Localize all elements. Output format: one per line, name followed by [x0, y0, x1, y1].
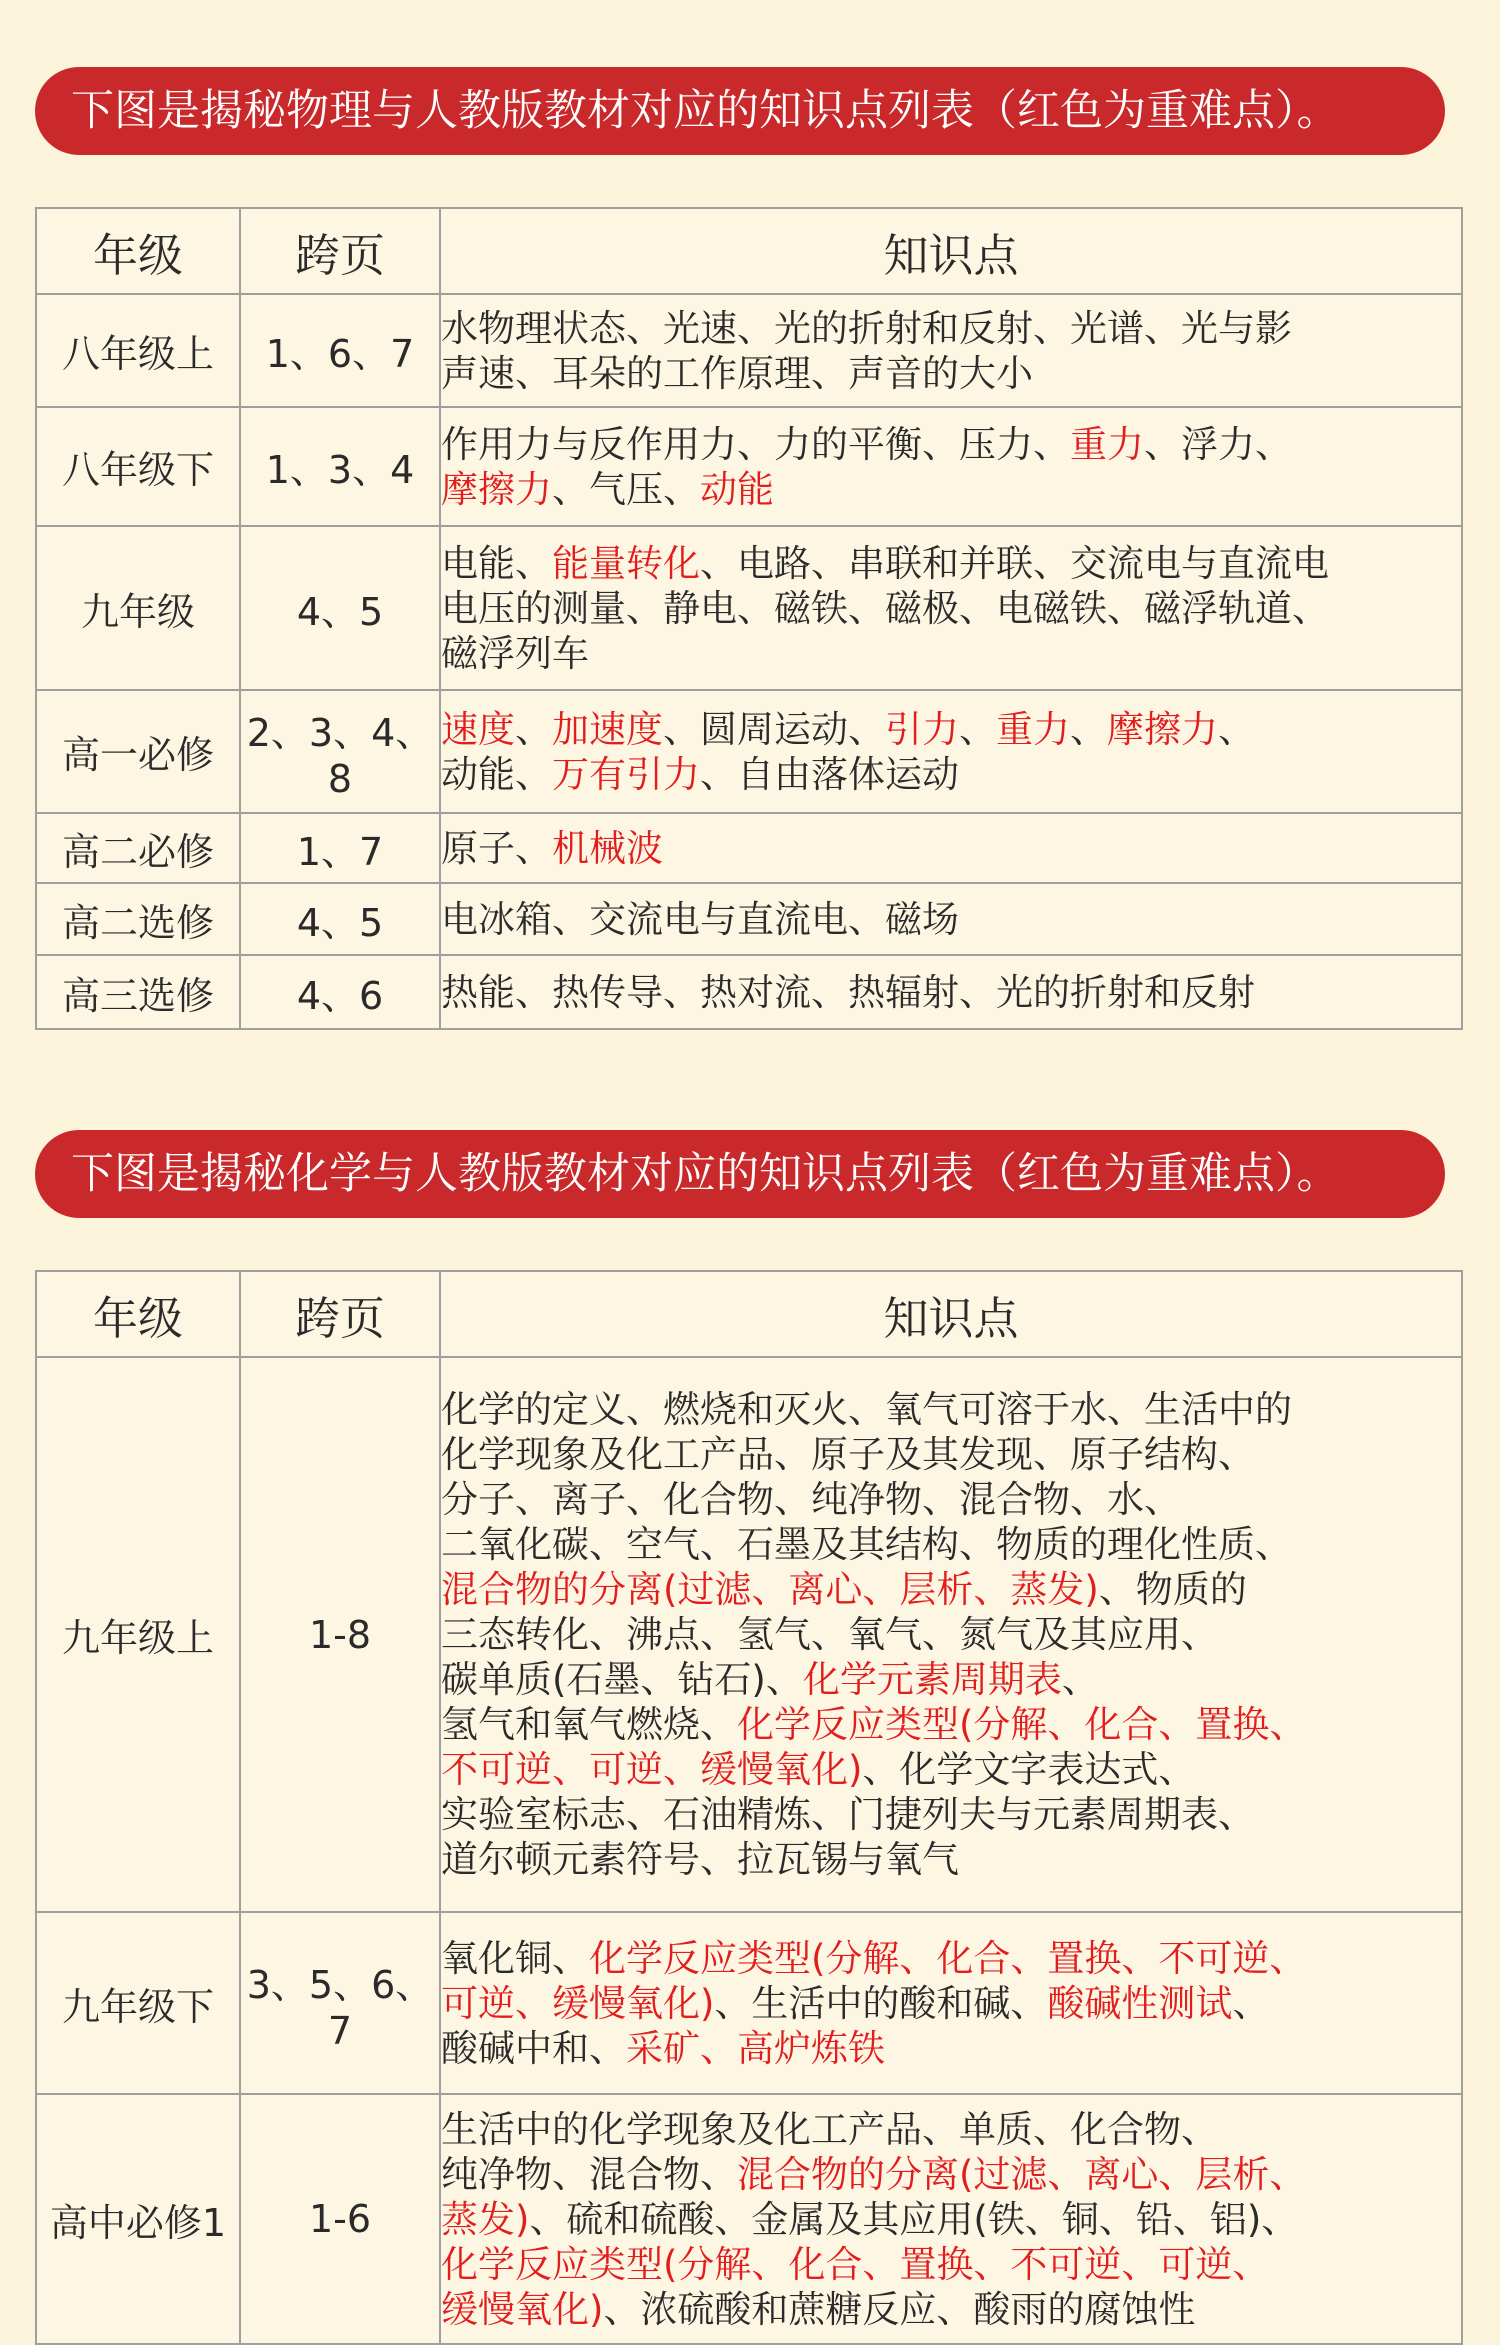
knowledge-text: 、 — [959, 707, 996, 751]
knowledge-cell — [440, 1357, 1462, 1912]
knowledge-text: 原子、 — [441, 826, 552, 870]
grade-cell: 九年级上 — [36, 1357, 240, 1912]
knowledge-text: 作用力与反作用力、力的平衡、压力、 — [441, 422, 1070, 466]
pages-cell: 1、6、7 — [240, 294, 440, 407]
table-row — [36, 1912, 1462, 2094]
key-point-text: 化学反应类型(分解、化合、置换、不可逆、可逆、 — [441, 2242, 1270, 2286]
knowledge-line — [441, 2026, 1461, 2071]
table-row — [36, 813, 1462, 883]
grade-cell: 高二必修 — [36, 813, 240, 883]
knowledge-cell — [440, 2094, 1462, 2344]
knowledge-cell — [440, 883, 1462, 955]
grade-cell: 九年级 — [36, 526, 240, 690]
knowledge-text: 、自由落体运动 — [700, 752, 959, 796]
chemistry-banner: 下图是揭秘化学与人教版教材对应的知识点列表（红色为重难点）。 — [35, 1130, 1445, 1218]
knowledge-line — [441, 1612, 1461, 1657]
knowledge-text: 声速、耳朵的工作原理、声音的大小 — [441, 351, 1033, 395]
pages-cell: 1-8 — [240, 1357, 440, 1912]
grade-cell: 高一必修 — [36, 690, 240, 813]
knowledge-line — [441, 1981, 1461, 2026]
knowledge-cell — [440, 955, 1462, 1029]
knowledge-line — [441, 2152, 1461, 2197]
knowledge-line — [441, 541, 1461, 586]
knowledge-text: 、化学文字表达式、 — [862, 1748, 1196, 1791]
knowledge-cell — [440, 526, 1462, 690]
knowledge-line — [441, 2242, 1461, 2287]
grade-cell: 九年级下 — [36, 1912, 240, 2094]
key-point-text: 加速度 — [552, 707, 663, 751]
key-point-text: 化学元素周期表 — [802, 1658, 1062, 1701]
key-point-text: 重力 — [1070, 422, 1144, 466]
knowledge-line — [441, 631, 1461, 676]
table-header-row — [36, 1271, 1462, 1357]
knowledge-text: 、气压、 — [552, 467, 700, 511]
knowledge-text: 热能、热传导、热对流、热辐射、光的折射和反射 — [441, 970, 1255, 1014]
key-point-text: 混合物的分离(过滤、离心、层析、蒸发) — [441, 1568, 1099, 1611]
knowledge-text: 、 — [1232, 1981, 1270, 2025]
knowledge-text: 实验室标志、石油精炼、门捷列夫与元素周期表、 — [441, 1793, 1255, 1836]
knowledge-text: 、 — [1218, 707, 1255, 751]
knowledge-text: 化学现象及化工产品、原子及其发现、原子结构、 — [441, 1433, 1255, 1476]
table-row — [36, 526, 1462, 690]
key-point-text: 缓慢氧化) — [441, 2287, 604, 2331]
table-row — [36, 294, 1462, 407]
knowledge-text: 化学的定义、燃烧和灭火、氧气可溶于水、生活中的 — [441, 1388, 1292, 1431]
knowledge-text: 、 — [1070, 707, 1107, 751]
key-point-text: 化学反应类型(分解、化合、置换、不可逆、 — [589, 1936, 1307, 1980]
knowledge-line — [441, 2287, 1461, 2332]
knowledge-text: 生活中的化学现象及化工产品、单质、化合物、 — [441, 2107, 1218, 2151]
knowledge-text: 氧化铜、 — [441, 1936, 589, 1980]
knowledge-line — [441, 586, 1461, 631]
table-row — [36, 407, 1462, 526]
knowledge-text: 分子、离子、化合物、纯净物、混合物、水、 — [441, 1478, 1181, 1521]
pages-cell: 2、3、4、8 — [240, 690, 440, 813]
knowledge-text: 、圆周运动、 — [663, 707, 885, 751]
knowledge-text: 、生活中的酸和碱、 — [714, 1981, 1048, 2025]
pages-cell: 1、3、4 — [240, 407, 440, 526]
knowledge-text: 磁浮列车 — [441, 631, 589, 675]
knowledge-line — [441, 422, 1461, 467]
knowledge-line — [441, 2107, 1461, 2152]
knowledge-line — [441, 1837, 1461, 1882]
knowledge-line — [441, 707, 1461, 752]
knowledge-text: 道尔顿元素符号、拉瓦锡与氧气 — [441, 1838, 959, 1881]
pages-cell: 4、6 — [240, 955, 440, 1029]
knowledge-text: 电能、 — [441, 541, 552, 585]
knowledge-line — [441, 306, 1461, 351]
knowledge-text: 碳单质(石墨、钻石)、 — [441, 1658, 803, 1701]
grade-cell: 八年级上 — [36, 294, 240, 407]
knowledge-text: 、 — [1061, 1658, 1099, 1701]
key-point-text: 采矿、高炉炼铁 — [626, 2026, 885, 2070]
table-row — [36, 690, 1462, 813]
knowledge-header: 知识点 — [440, 1271, 1462, 1357]
pages-header: 跨页 — [240, 208, 440, 294]
grade-cell: 八年级下 — [36, 407, 240, 526]
table-row — [36, 2094, 1462, 2344]
knowledge-text: 二氧化碳、空气、石墨及其结构、物质的理化性质、 — [441, 1523, 1292, 1566]
key-point-text: 动能 — [700, 467, 774, 511]
grade-cell: 高三选修 — [36, 955, 240, 1029]
key-point-text: 重力 — [996, 707, 1070, 751]
grade-cell: 高中必修1 — [36, 2094, 240, 2344]
knowledge-cell — [440, 294, 1462, 407]
pages-cell: 1、7 — [240, 813, 440, 883]
knowledge-line — [441, 1792, 1461, 1837]
pages-cell: 3、5、6、7 — [240, 1912, 440, 2094]
key-point-text: 速度 — [441, 707, 515, 751]
knowledge-text: 、浓硫酸和蔗糖反应、酸雨的腐蚀性 — [603, 2287, 1196, 2331]
knowledge-text: 三态转化、沸点、氢气、氧气、氮气及其应用、 — [441, 1613, 1218, 1656]
knowledge-text: 、 — [515, 707, 552, 751]
knowledge-line — [441, 1522, 1461, 1567]
knowledge-line — [441, 1702, 1461, 1747]
knowledge-text: 纯净物、混合物、 — [441, 2152, 737, 2196]
key-point-text: 不可逆、可逆、缓慢氧化) — [441, 1748, 863, 1791]
knowledge-line — [441, 897, 1461, 942]
key-point-text: 引力 — [885, 707, 959, 751]
pages-header: 跨页 — [240, 1271, 440, 1357]
knowledge-line — [441, 2197, 1461, 2242]
grade-header: 年级 — [36, 1271, 240, 1357]
table-row — [36, 955, 1462, 1029]
knowledge-text: 、浮力、 — [1144, 422, 1292, 466]
knowledge-header: 知识点 — [440, 208, 1462, 294]
knowledge-text: 电冰箱、交流电与直流电、磁场 — [441, 897, 959, 941]
table-row — [36, 1357, 1462, 1912]
knowledge-cell — [440, 690, 1462, 813]
knowledge-line — [441, 970, 1461, 1015]
knowledge-cell — [440, 407, 1462, 526]
knowledge-line — [441, 826, 1461, 871]
knowledge-line — [441, 467, 1461, 512]
knowledge-cell — [440, 813, 1462, 883]
physics-table — [35, 207, 1463, 1030]
key-point-text: 混合物的分离(过滤、离心、层析、 — [737, 2152, 1307, 2196]
key-point-text: 酸碱性测试 — [1047, 1981, 1233, 2025]
key-point-text: 摩擦力 — [1107, 707, 1218, 751]
knowledge-text: 酸碱中和、 — [441, 2026, 626, 2070]
key-point-text: 化学反应类型(分解、化合、置换、 — [737, 1703, 1307, 1746]
knowledge-text: 、物质的 — [1098, 1568, 1247, 1611]
knowledge-line — [441, 1936, 1461, 1981]
knowledge-line — [441, 1387, 1461, 1432]
knowledge-line — [441, 1477, 1461, 1522]
knowledge-text: 水物理状态、光速、光的折射和反射、光谱、光与影 — [441, 306, 1292, 350]
physics-banner: 下图是揭秘物理与人教版教材对应的知识点列表（红色为重难点）。 — [35, 67, 1445, 155]
knowledge-line — [441, 351, 1461, 396]
grade-cell: 高二选修 — [36, 883, 240, 955]
knowledge-text: 氢气和氧气燃烧、 — [441, 1703, 737, 1746]
table-header-row — [36, 208, 1462, 294]
key-point-text: 万有引力 — [552, 752, 700, 796]
chemistry-table — [35, 1270, 1463, 2345]
knowledge-text: 动能、 — [441, 752, 552, 796]
key-point-text: 能量转化 — [552, 541, 700, 585]
pages-cell: 4、5 — [240, 526, 440, 690]
knowledge-cell — [440, 1912, 1462, 2094]
key-point-text: 摩擦力 — [441, 467, 552, 511]
pages-cell: 1-6 — [240, 2094, 440, 2344]
table-row — [36, 883, 1462, 955]
knowledge-text: 电压的测量、静电、磁铁、磁极、电磁铁、磁浮轨道、 — [441, 586, 1329, 630]
pages-cell: 4、5 — [240, 883, 440, 955]
knowledge-line — [441, 1432, 1461, 1477]
knowledge-line — [441, 1657, 1461, 1702]
knowledge-text: 、电路、串联和并联、交流电与直流电 — [700, 541, 1329, 585]
knowledge-line — [441, 1567, 1461, 1612]
key-point-text: 机械波 — [552, 826, 663, 870]
key-point-text: 可逆、缓慢氧化) — [441, 1981, 715, 2025]
key-point-text: 蒸发) — [441, 2197, 530, 2241]
knowledge-line — [441, 752, 1461, 797]
knowledge-line — [441, 1747, 1461, 1792]
grade-header: 年级 — [36, 208, 240, 294]
knowledge-text: 、硫和硫酸、金属及其应用(铁、铜、铅、铝)、 — [529, 2197, 1299, 2241]
